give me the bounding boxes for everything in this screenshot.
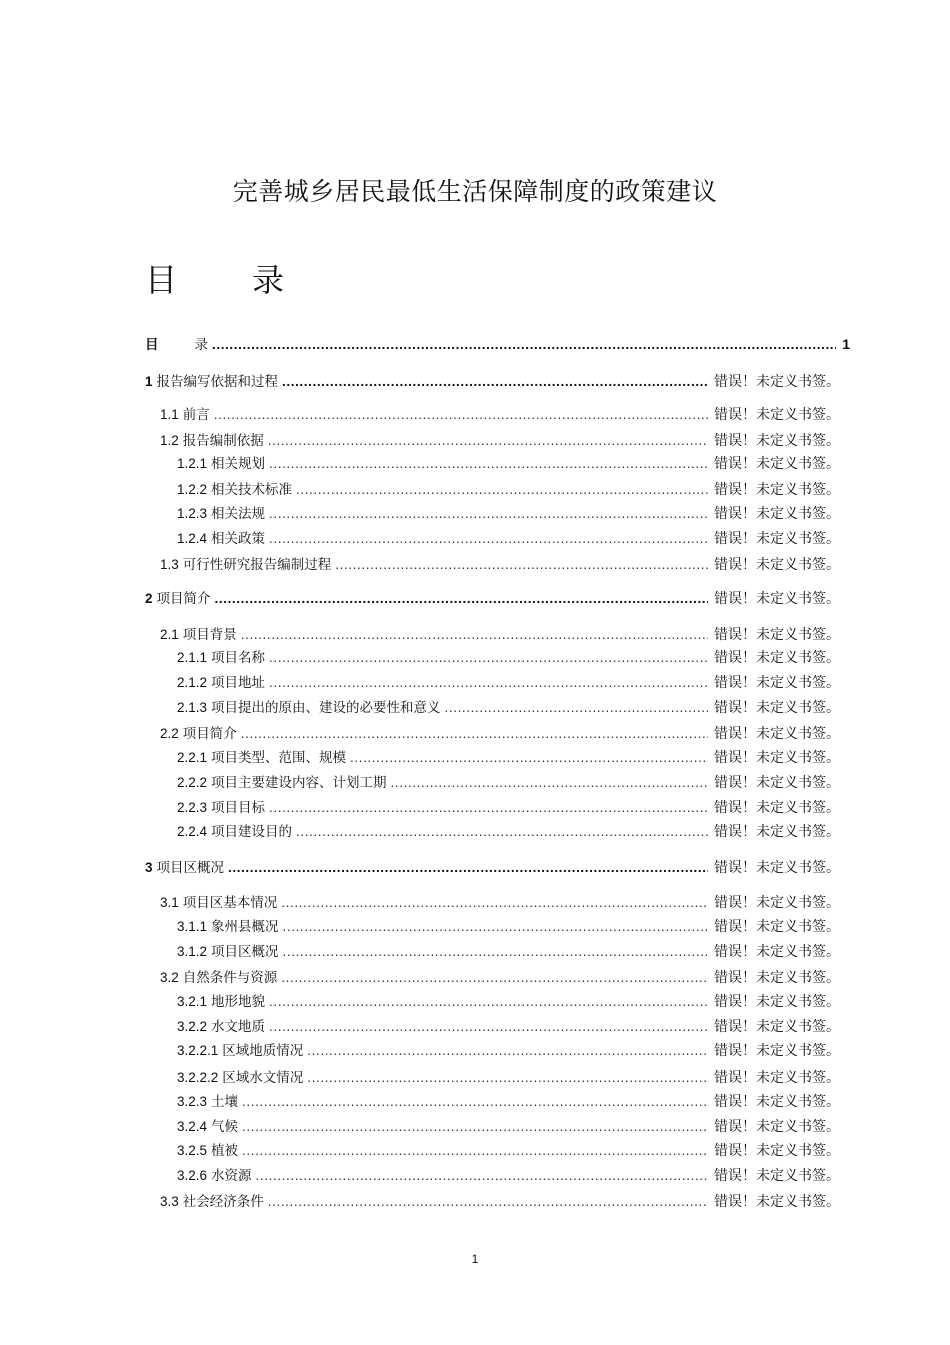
toc-entry-number: 3.3	[160, 1194, 179, 1209]
toc-entry-page: 错误！未定义书签。	[714, 531, 840, 547]
document-title: 完善城乡居民最低生活保障制度的政策建议	[232, 177, 718, 206]
toc-leader-dots	[283, 919, 708, 934]
toc-heading-right: 录	[252, 261, 285, 299]
toc-entry-label	[145, 856, 224, 876]
toc-entry-page: 错误！未定义书签。	[714, 750, 840, 766]
toc-entry-number: 1.2.4	[177, 531, 208, 546]
toc-entry-label	[160, 1190, 264, 1210]
toc-entry-page: 错误！未定义书签。	[714, 650, 840, 666]
toc-entry-page: 错误！未定义书签。	[714, 994, 840, 1010]
toc-entry-label	[177, 646, 265, 666]
toc-entry-text: 植被	[211, 1143, 239, 1159]
toc-leader-dots	[350, 750, 708, 765]
toc-entry[interactable]	[160, 966, 840, 986]
toc-entry-number: 2.1.1	[177, 650, 208, 665]
toc-entry[interactable]	[177, 940, 840, 960]
toc-entry-text: 项目建设目的	[211, 824, 293, 840]
toc-leader-dots	[268, 433, 708, 448]
toc-entry[interactable]	[160, 403, 840, 423]
toc-entry-label	[145, 333, 208, 353]
toc-entry-number: 2.1.3	[177, 700, 208, 715]
toc-entry-page: 错误！未定义书签。	[714, 1094, 840, 1110]
toc-leader-dots	[256, 1168, 708, 1183]
toc-entry-label	[160, 553, 331, 573]
toc-entry-label	[177, 1115, 238, 1135]
toc-entry-number: 目	[145, 337, 159, 352]
toc-entry-text: 报告编制依据	[182, 433, 264, 449]
toc-heading-left: 目	[145, 261, 178, 299]
toc-entry-text: 相关法规	[211, 506, 266, 522]
toc-entry-page: 错误！未定义书签。	[714, 675, 840, 691]
toc-entry-text: 项目区概况	[211, 944, 279, 960]
toc-entry-number: 3.1	[160, 895, 179, 910]
toc-entry-number: 2.2	[160, 726, 179, 741]
toc-entry-text: 相关技术标准	[211, 482, 293, 498]
toc-entry-label	[177, 915, 279, 935]
toc-entry-number: 2.1	[160, 627, 179, 642]
toc-entry-label	[177, 1090, 238, 1110]
toc-entry-page: 错误！未定义书签。	[714, 627, 840, 643]
toc-entry-label	[177, 502, 265, 522]
toc-entry-number: 3.2.2.1	[177, 1043, 219, 1058]
toc-leader-dots	[269, 1019, 708, 1034]
toc-entry-page: 错误！未定义书签。	[714, 970, 840, 986]
toc-entry-label	[177, 940, 279, 960]
toc-entry-number: 3	[145, 860, 153, 875]
toc-leader-dots	[268, 1194, 708, 1209]
toc-leader-dots	[269, 800, 708, 815]
toc-entry[interactable]	[177, 1090, 840, 1110]
toc-entry[interactable]	[145, 856, 840, 876]
toc-entry-number: 3.2	[160, 970, 179, 985]
toc-entry-label	[177, 1015, 265, 1035]
toc-entry-page: 错误！未定义书签。	[714, 824, 840, 840]
toc-entry-number: 1	[145, 374, 153, 389]
toc-entry-number: 1.2	[160, 433, 179, 448]
toc-leader-dots	[307, 1043, 708, 1058]
toc-entry-label	[177, 990, 265, 1010]
toc-entry-page: 错误！未定义书签。	[714, 726, 840, 742]
toc-entry-label	[177, 771, 387, 791]
toc-leader-dots	[214, 407, 708, 422]
toc-entry-label	[177, 1039, 303, 1059]
toc-entry-text: 水文地质	[211, 1019, 266, 1035]
toc-entry[interactable]	[177, 452, 840, 472]
toc-entry[interactable]	[160, 553, 840, 573]
toc-entry[interactable]	[160, 1190, 840, 1210]
toc-entry-label	[177, 527, 265, 547]
toc-entry-number: 1.2.2	[177, 482, 208, 497]
toc-entry-text: 可行性研究报告编制过程	[182, 557, 332, 573]
toc-entry-text: 地形地貌	[211, 994, 266, 1010]
toc-entry[interactable]	[160, 623, 840, 643]
toc-entry-text: 社会经济条件	[182, 1194, 264, 1210]
toc-entry[interactable]	[177, 478, 840, 498]
toc-entry-number: 3.2.1	[177, 994, 208, 1009]
toc-entry-page: 错误！未定义书签。	[714, 506, 840, 522]
page-number: 1	[471, 1252, 479, 1266]
toc-entry-page: 错误！未定义书签。	[714, 456, 840, 472]
toc-entry[interactable]	[177, 646, 840, 666]
toc-entry-page: 错误！未定义书签。	[714, 433, 840, 449]
toc-entry-text: 项目提出的原由、建设的必要性和意义	[211, 700, 441, 716]
toc-entry-page: 错误！未定义书签。	[714, 374, 840, 390]
toc-entry-label	[160, 403, 210, 423]
toc-entry-number: 1.1	[160, 407, 179, 422]
toc-entry-label	[177, 696, 441, 716]
toc-entry-number: 2.2.3	[177, 800, 208, 815]
toc-entry-text: 前言	[182, 407, 210, 423]
toc-entry-label	[177, 1139, 238, 1159]
toc-entry-label	[160, 966, 277, 986]
toc-leader-dots	[242, 1094, 708, 1109]
toc-entry-label	[160, 429, 264, 449]
toc-entry-number: 3.2.2	[177, 1019, 208, 1034]
toc-entry-page: 错误！未定义书签。	[714, 700, 840, 716]
toc-entry-text: 项目背景	[182, 627, 237, 643]
toc-heading	[145, 255, 285, 301]
toc-entry-page: 错误！未定义书签。	[714, 591, 840, 607]
toc-entry-label	[177, 478, 292, 498]
toc-entry-number: 1.3	[160, 557, 179, 572]
toc-entry[interactable]	[177, 1115, 840, 1135]
toc-entry[interactable]	[145, 333, 850, 353]
toc-entry[interactable]	[177, 820, 840, 840]
toc-entry-text: 气候	[211, 1119, 239, 1135]
toc-entry[interactable]	[177, 1039, 840, 1059]
toc-entry-text: 相关规划	[211, 456, 266, 472]
toc-leader-dots	[215, 591, 708, 606]
toc-entry-page: 错误！未定义书签。	[714, 800, 840, 816]
toc-leader-dots	[228, 860, 708, 875]
toc-entry-number: 2.1.2	[177, 675, 208, 690]
toc-entry[interactable]	[177, 696, 840, 716]
toc-entry-number: 1.2.1	[177, 456, 208, 471]
toc-leader-dots	[283, 944, 708, 959]
toc-entry-text: 项目类型、范围、规模	[211, 750, 347, 766]
toc-entry-text: 项目目标	[211, 800, 266, 816]
toc-entry-label	[145, 370, 278, 390]
toc-leader-dots	[269, 531, 708, 546]
toc-entry-text: 项目简介	[182, 726, 237, 742]
toc-entry-number: 2	[145, 591, 153, 606]
toc-leader-dots	[282, 374, 708, 389]
toc-entry-page: 错误！未定义书签。	[714, 1043, 840, 1059]
toc-entry-label	[160, 722, 237, 742]
toc-entry-label	[145, 587, 211, 607]
toc-entry-page: 错误！未定义书签。	[714, 1119, 840, 1135]
toc-entry[interactable]	[177, 990, 840, 1010]
toc-entry-text: 报告编写依据和过程	[156, 374, 279, 390]
toc-leader-dots	[296, 482, 708, 497]
toc-entry-number: 3.2.2.2	[177, 1070, 219, 1085]
toc-entry-page: 错误！未定义书签。	[714, 1019, 840, 1035]
toc-entry-number: 3.2.3	[177, 1094, 208, 1109]
toc-entry-number: 2.2.2	[177, 775, 208, 790]
toc-leader-dots	[269, 650, 708, 665]
toc-entry-page: 错误！未定义书签。	[714, 1143, 840, 1159]
toc-leader-dots	[212, 337, 836, 352]
toc-leader-dots	[335, 557, 708, 572]
toc-entry-page: 错误！未定义书签。	[714, 482, 840, 498]
toc-entry[interactable]	[160, 891, 840, 911]
toc-entry-page: 错误！未定义书签。	[714, 944, 840, 960]
toc-leader-dots	[242, 1119, 708, 1134]
toc-entry-number: 2.2.4	[177, 824, 208, 839]
toc-entry-label	[177, 820, 292, 840]
toc-leader-dots	[269, 456, 708, 471]
toc-leader-dots	[242, 1143, 708, 1158]
toc-entry-label	[177, 671, 265, 691]
toc-entry[interactable]	[160, 429, 840, 449]
toc-entry-label	[177, 1164, 252, 1184]
toc-entry-text: 象州县概况	[211, 919, 279, 935]
toc-entry[interactable]	[177, 671, 840, 691]
toc-entry-page: 错误！未定义书签。	[714, 775, 840, 791]
toc-leader-dots	[391, 775, 708, 790]
toc-entry-text: 土壤	[211, 1094, 239, 1110]
toc-entry-number: 1.2.3	[177, 506, 208, 521]
toc-entry-page: 错误！未定义书签。	[714, 860, 840, 876]
toc-entry[interactable]	[177, 527, 840, 547]
toc-entry-number: 3.1.1	[177, 919, 208, 934]
toc-entry[interactable]	[177, 915, 840, 935]
toc-leader-dots	[281, 895, 708, 910]
toc-entry-page: 错误！未定义书签。	[714, 407, 840, 423]
toc-entry-label	[177, 1066, 303, 1086]
toc-entry-text: 项目区基本情况	[182, 895, 278, 911]
toc-entry-text: 录	[194, 337, 208, 353]
toc-leader-dots	[241, 726, 708, 741]
toc-entry-text: 项目主要建设内容、计划工期	[211, 775, 387, 791]
toc-entry[interactable]	[177, 1066, 840, 1086]
toc-entry-number: 3.2.4	[177, 1119, 208, 1134]
toc-entry-page: 1	[842, 336, 850, 352]
toc-entry-label	[177, 796, 265, 816]
toc-entry-text: 项目名称	[211, 650, 266, 666]
toc-entry[interactable]	[177, 771, 840, 791]
toc-entry[interactable]	[177, 502, 840, 522]
toc-entry[interactable]	[177, 1015, 840, 1035]
toc-leader-dots	[269, 675, 708, 690]
toc-entry[interactable]	[177, 796, 840, 816]
toc-entry-page: 错误！未定义书签。	[714, 919, 840, 935]
toc-leader-dots	[281, 970, 708, 985]
toc-entry[interactable]	[177, 746, 840, 766]
toc-leader-dots	[445, 700, 708, 715]
toc-entry[interactable]	[160, 722, 840, 742]
toc-entry-text: 项目简介	[156, 591, 211, 607]
toc-entry-label	[177, 746, 346, 766]
toc-entry-label	[160, 623, 237, 643]
toc-entry[interactable]	[145, 587, 840, 607]
toc-leader-dots	[269, 994, 708, 1009]
toc-entry-label	[160, 891, 277, 911]
toc-entry[interactable]	[177, 1164, 840, 1184]
toc-entry-number: 3.2.5	[177, 1143, 208, 1158]
toc-entry-label	[177, 452, 265, 472]
toc-entry[interactable]	[145, 370, 840, 390]
toc-entry-text: 项目地址	[211, 675, 266, 691]
toc-entry-page: 错误！未定义书签。	[714, 1070, 840, 1086]
toc-entry-number: 2.2.1	[177, 750, 208, 765]
toc-entry-page: 错误！未定义书签。	[714, 895, 840, 911]
toc-leader-dots	[269, 506, 708, 521]
toc-leader-dots	[296, 824, 708, 839]
toc-entry-text: 水资源	[211, 1168, 252, 1184]
toc-entry[interactable]	[177, 1139, 840, 1159]
toc-entry-text: 区域地质情况	[222, 1043, 304, 1059]
toc-entry-page: 错误！未定义书签。	[714, 1168, 840, 1184]
toc-entry-text: 项目区概况	[156, 860, 225, 876]
toc-entry-text: 自然条件与资源	[182, 970, 278, 986]
toc-entry-text: 相关政策	[211, 531, 266, 547]
toc-entry-number: 3.2.6	[177, 1168, 208, 1183]
toc-entry-page: 错误！未定义书签。	[714, 557, 840, 573]
toc-leader-dots	[307, 1070, 708, 1085]
toc-entry-text: 区域水文情况	[222, 1070, 304, 1086]
toc-entry-page: 错误！未定义书签。	[714, 1194, 840, 1210]
toc-entry-number: 3.1.2	[177, 944, 208, 959]
toc-leader-dots	[241, 627, 708, 642]
